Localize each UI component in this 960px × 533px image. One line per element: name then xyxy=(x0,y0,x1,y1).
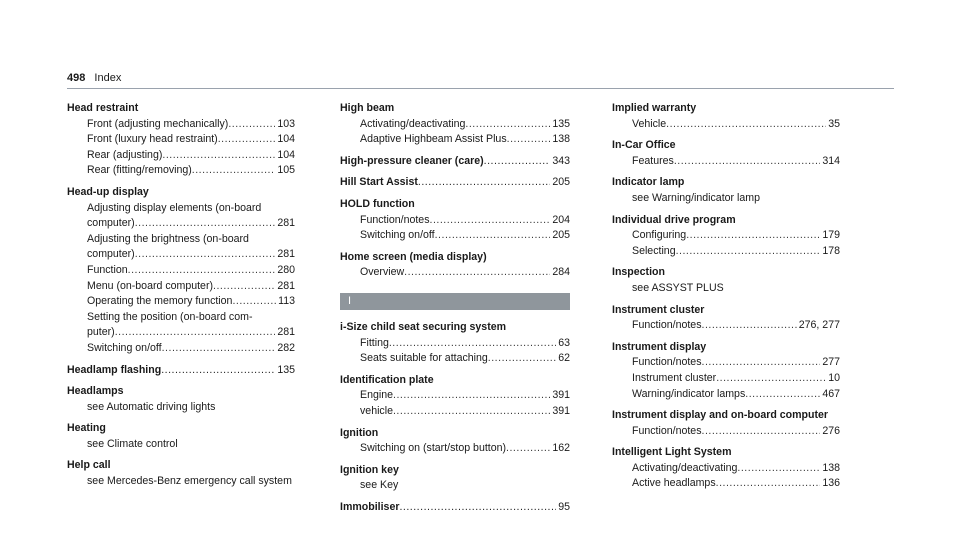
entry-heading: Identification plate xyxy=(340,373,434,386)
dot-leader xyxy=(135,247,276,263)
subentry xyxy=(340,404,570,420)
subentry-text: puter) xyxy=(87,326,115,339)
index-entry xyxy=(612,303,840,334)
page-ref: 284 xyxy=(552,266,570,279)
subentry-text: Active headlamps xyxy=(632,477,716,490)
index-column-2 xyxy=(340,101,570,516)
subentry-text: Instrument cluster xyxy=(632,371,717,384)
dot-leader xyxy=(702,424,821,440)
entry-heading: Hill Start Assist xyxy=(340,176,418,189)
subentry-text: Switching on (start/stop button) xyxy=(360,442,507,455)
subentry xyxy=(340,228,570,244)
subentry xyxy=(67,148,295,164)
index-entry xyxy=(340,197,570,244)
dot-leader xyxy=(128,263,276,279)
index-entry xyxy=(340,101,570,148)
subentry xyxy=(67,263,295,279)
dot-leader xyxy=(716,476,821,492)
index-entry-line xyxy=(340,154,570,170)
entry-heading: High beam xyxy=(340,102,395,114)
dot-leader xyxy=(507,132,551,148)
subentry-text: Function/notes xyxy=(632,356,702,369)
entry-heading: Implied warranty xyxy=(612,102,697,114)
subentry xyxy=(612,424,840,440)
entry-heading: Individual drive program xyxy=(612,213,736,226)
index-entry xyxy=(340,500,570,516)
dot-leader xyxy=(737,461,820,477)
header-rule xyxy=(67,88,894,89)
dot-leader xyxy=(161,363,275,379)
see-reference: see Warning/indicator lamp xyxy=(632,191,760,204)
subentry-text: Function/notes xyxy=(632,424,702,437)
dot-leader xyxy=(702,318,797,334)
dot-leader xyxy=(393,388,550,404)
dot-leader xyxy=(213,279,275,295)
index-entry xyxy=(612,340,840,402)
index-entry xyxy=(67,421,295,452)
dot-leader xyxy=(162,341,276,357)
page-ref: 276 xyxy=(822,424,840,437)
subentry-text: Rear (adjusting) xyxy=(87,148,163,161)
page-ref: 104 xyxy=(277,133,295,146)
subentry-text: Fitting xyxy=(360,336,389,349)
page-ref: 138 xyxy=(552,133,570,146)
index-entry xyxy=(612,138,840,169)
page-ref: 281 xyxy=(277,279,295,292)
dot-leader xyxy=(674,154,821,170)
subentry-text: Seats suitable for attaching xyxy=(360,352,488,365)
index-entry-line xyxy=(340,500,570,516)
dot-leader xyxy=(192,163,276,179)
dot-leader xyxy=(389,336,556,352)
subentry xyxy=(612,244,840,260)
index-entry xyxy=(67,363,295,379)
subentry xyxy=(612,228,840,244)
subentry xyxy=(612,355,840,371)
page-ref: 136 xyxy=(822,477,840,490)
subentry xyxy=(612,318,840,334)
see-reference: see Key xyxy=(360,479,399,492)
subentry-text: Function/notes xyxy=(632,319,702,332)
subentry xyxy=(67,117,295,133)
index-entry xyxy=(612,445,840,492)
dot-leader xyxy=(232,294,276,310)
index-entry xyxy=(340,250,570,281)
entry-heading: Headlamps xyxy=(67,385,124,398)
dot-leader xyxy=(745,387,820,403)
page-ref: 135 xyxy=(277,363,295,376)
subentry-text-wrap: Setting the position (on-board com- xyxy=(87,310,253,323)
index-entry xyxy=(340,320,570,367)
index-entry xyxy=(612,265,840,296)
dot-leader xyxy=(135,216,276,232)
page-ref: 105 xyxy=(277,164,295,177)
subentry-text: Selecting xyxy=(632,244,676,257)
subentry xyxy=(340,388,570,404)
entry-heading: Instrument display and on-board computer xyxy=(612,409,829,422)
subentry xyxy=(67,294,295,310)
page-ref: 391 xyxy=(552,404,570,417)
page-ref: 62 xyxy=(558,352,570,365)
subentry-text: Activating/deactivating xyxy=(632,461,738,474)
subentry-text: Configuring xyxy=(632,229,687,242)
entry-heading: Instrument cluster xyxy=(612,303,705,316)
subentry xyxy=(612,371,840,387)
subentry-text: Adaptive Highbeam Assist Plus xyxy=(360,133,507,146)
dot-leader xyxy=(506,441,550,457)
dot-leader xyxy=(393,404,550,420)
dot-leader xyxy=(465,117,550,133)
subentry xyxy=(340,441,570,457)
page-ref: 391 xyxy=(552,389,570,402)
entry-heading: Inspection xyxy=(612,266,665,279)
page-ref: 281 xyxy=(277,248,295,261)
entry-heading: Immobiliser xyxy=(340,500,400,513)
subentry xyxy=(67,163,295,179)
page-ref: 204 xyxy=(552,213,570,226)
subentry-text: Activating/deactivating xyxy=(360,117,466,130)
see-reference: see Automatic driving lights xyxy=(87,400,216,413)
page-ref: 138 xyxy=(822,461,840,474)
index-column-3 xyxy=(612,101,840,493)
dot-leader xyxy=(676,244,821,260)
index-entry xyxy=(340,175,570,191)
subentry xyxy=(67,325,295,341)
index-entry xyxy=(67,185,295,357)
page-ref: 281 xyxy=(277,326,295,339)
entry-heading: HOLD function xyxy=(340,197,415,210)
index-entry xyxy=(612,175,840,206)
entry-heading: Ignition key xyxy=(340,463,399,476)
index-entry xyxy=(67,458,295,489)
dot-leader xyxy=(716,371,826,387)
page-ref: 95 xyxy=(558,500,570,513)
page-ref: 282 xyxy=(277,341,295,354)
entry-heading: Ignition xyxy=(340,426,379,439)
entry-heading: Intelligent Light System xyxy=(612,446,732,459)
dot-leader xyxy=(162,148,275,164)
see-reference: see Mercedes-Benz emergency call system xyxy=(87,475,292,488)
page-ref: 281 xyxy=(277,217,295,230)
subentry-text: Function xyxy=(87,263,128,276)
index-entry xyxy=(340,154,570,170)
entry-heading: Help call xyxy=(67,459,111,472)
subentry-text: Front (adjusting mechanically) xyxy=(87,117,229,130)
see-reference: see ASSYST PLUS xyxy=(632,281,724,294)
subentry-text: Front (luxury head restraint) xyxy=(87,133,218,146)
subentry-text: vehicle xyxy=(360,404,393,417)
subentry-text: Vehicle xyxy=(632,117,667,130)
subentry xyxy=(67,216,295,232)
subentry xyxy=(340,351,570,367)
entry-heading: i-Size child seat securing system xyxy=(340,320,507,333)
dot-leader xyxy=(115,325,276,341)
subentry-text: Rear (fitting/removing) xyxy=(87,164,192,177)
index-entry-line xyxy=(67,363,295,379)
subentry xyxy=(340,265,570,281)
subentry-text: Operating the memory function xyxy=(87,295,233,308)
subentry-text: Switching on/off xyxy=(87,341,162,354)
dot-leader xyxy=(666,117,826,133)
subentry-text: Function/notes xyxy=(360,213,430,226)
subentry xyxy=(67,279,295,295)
page-ref: 178 xyxy=(822,244,840,257)
subentry xyxy=(67,132,295,148)
entry-heading: Heating xyxy=(67,422,106,435)
subentry-text: Features xyxy=(632,154,674,167)
subentry xyxy=(340,213,570,229)
subentry-text-wrap: Adjusting the brightness (on-board xyxy=(87,232,249,245)
subentry-text: Overview xyxy=(360,266,405,279)
index-entry xyxy=(67,101,295,179)
page-ref: 277 xyxy=(822,356,840,369)
dot-leader xyxy=(686,228,820,244)
entry-heading: Home screen (media display) xyxy=(340,250,487,263)
page-ref: 205 xyxy=(552,176,570,189)
subentry-text: Menu (on-board computer) xyxy=(87,279,214,292)
entry-heading: In-Car Office xyxy=(612,139,676,152)
subentry xyxy=(67,247,295,263)
section-title: Index xyxy=(94,72,122,84)
dot-leader xyxy=(488,351,556,367)
subentry-text: computer) xyxy=(87,248,135,261)
subentry xyxy=(612,461,840,477)
index-column-1 xyxy=(67,101,295,491)
see-reference: see Climate control xyxy=(87,437,178,450)
entry-heading: High-pressure cleaner (care) xyxy=(340,154,484,167)
index-entry xyxy=(67,384,295,415)
page-ref: 205 xyxy=(552,229,570,242)
index-entry xyxy=(612,408,840,439)
entry-heading: Instrument display xyxy=(612,340,707,353)
index-letter-heading: I xyxy=(340,293,570,310)
page-ref: 314 xyxy=(822,154,840,167)
page-ref: 179 xyxy=(822,229,840,242)
subentry xyxy=(612,476,840,492)
subentry-text: Warning/indicator lamps xyxy=(632,387,746,400)
subentry xyxy=(340,132,570,148)
dot-leader xyxy=(430,213,551,229)
page-ref: 113 xyxy=(278,295,295,308)
subentry xyxy=(67,341,295,357)
index-entry-line xyxy=(340,175,570,191)
subentry xyxy=(612,154,840,170)
subentry-text-wrap: Adjusting display elements (on-board xyxy=(87,201,262,214)
subentry-text: Engine xyxy=(360,389,393,402)
page-ref: 104 xyxy=(277,148,295,161)
entry-heading: Head restraint xyxy=(67,102,139,114)
entry-heading: Indicator lamp xyxy=(612,176,685,189)
page-ref: 343 xyxy=(552,154,570,167)
subentry-text: Switching on/off xyxy=(360,229,435,242)
page-ref: 10 xyxy=(828,371,840,384)
page-ref: 135 xyxy=(552,117,570,130)
dot-leader xyxy=(484,154,551,170)
dot-leader xyxy=(418,175,550,191)
index-entry xyxy=(340,426,570,457)
index-entry xyxy=(340,463,570,494)
page-ref: 467 xyxy=(822,387,840,400)
dot-leader xyxy=(399,500,556,516)
index-entry xyxy=(612,101,840,132)
subentry xyxy=(612,117,840,133)
index-entry xyxy=(612,213,840,260)
entry-heading: Headlamp flashing xyxy=(67,363,162,376)
page-ref: 35 xyxy=(828,117,840,130)
page-ref: 280 xyxy=(277,263,295,276)
page-ref: 63 xyxy=(558,336,570,349)
dot-leader xyxy=(218,132,276,148)
subentry xyxy=(340,117,570,133)
page-ref: 162 xyxy=(552,442,570,455)
entry-heading: Head-up display xyxy=(67,185,149,198)
subentry xyxy=(340,336,570,352)
page-ref: 276, 277 xyxy=(798,319,840,332)
page-number: 498 xyxy=(67,72,86,84)
subentry-text: computer) xyxy=(87,217,135,230)
index-entry xyxy=(340,373,570,420)
subentry xyxy=(612,387,840,403)
dot-leader xyxy=(404,265,550,281)
page-ref: 103 xyxy=(277,117,295,130)
dot-leader xyxy=(228,117,275,133)
dot-leader xyxy=(435,228,551,244)
dot-leader xyxy=(702,355,821,371)
page-header xyxy=(67,72,121,84)
